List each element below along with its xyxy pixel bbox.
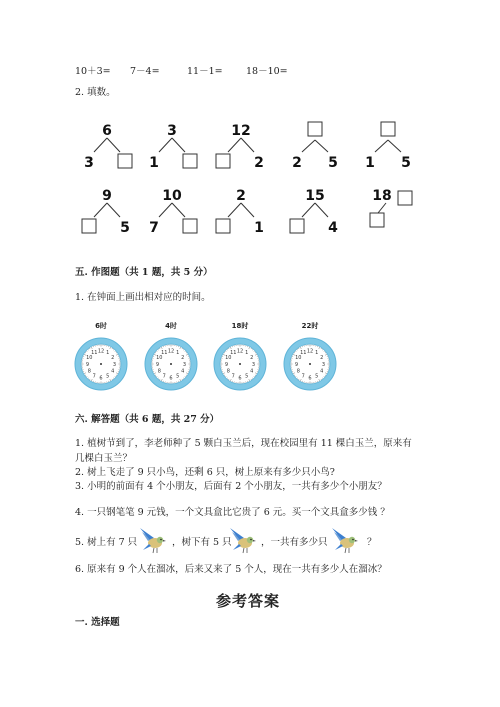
clock-number: 8 [87, 368, 91, 375]
answer-box[interactable] [183, 154, 197, 168]
clock-label: 4时 [165, 322, 177, 330]
clock-number: 9 [85, 361, 90, 368]
equation-4: 18－10= [246, 66, 288, 77]
clock-number: 12 [306, 348, 314, 355]
clock-number: 8 [157, 368, 161, 375]
clock-number: 5 [245, 373, 249, 380]
answer-box[interactable] [290, 219, 304, 233]
number-tree [82, 188, 130, 236]
clock-number: 1 [315, 350, 319, 357]
clock-number: 6 [308, 375, 312, 382]
clock-number: 7 [162, 373, 166, 380]
tree-right-number: 4 [328, 220, 338, 236]
answer-box[interactable] [216, 219, 230, 233]
clock-number: 3 [321, 361, 326, 368]
tree-right-number: 5 [328, 155, 338, 171]
tree-left-number: 7 [149, 220, 159, 236]
tree-left-number: 1 [365, 155, 375, 171]
clock-number: 5 [315, 373, 319, 380]
clock-number: 2 [111, 355, 115, 362]
clock-number: 5 [106, 373, 110, 380]
question6-5-part1: 5. 树上有 7 只 [75, 537, 138, 548]
clock-number: 9 [155, 361, 160, 368]
clock-number: 6 [238, 375, 242, 382]
clock-number: 3 [112, 361, 117, 368]
number-tree [290, 188, 338, 236]
tree-top-number: 12 [231, 123, 251, 139]
tree-right-number: 2 [254, 155, 264, 171]
tree-top-number: 6 [102, 123, 112, 139]
clock-number: 4 [181, 368, 185, 375]
tree-top-number: 9 [102, 188, 112, 204]
clock-label: 22时 [301, 322, 319, 330]
tree-right-number: 5 [401, 155, 411, 171]
number-tree [84, 123, 132, 171]
tree-top-number: 2 [236, 188, 246, 204]
clock-number: 11 [300, 350, 307, 357]
clock-number: 1 [176, 350, 180, 357]
tree-left-number: 2 [292, 155, 302, 171]
tree-right-number: 1 [254, 220, 264, 236]
bird-icon [228, 526, 260, 556]
clock-number: 8 [296, 368, 300, 375]
tree-left-number: 3 [84, 155, 94, 171]
equation-2: 7－4= [130, 66, 160, 77]
tree-left-number: 1 [149, 155, 159, 171]
answer-box[interactable] [183, 219, 197, 233]
clock-number: 7 [92, 373, 96, 380]
number-trees [0, 120, 500, 245]
clock-number: 11 [91, 350, 98, 357]
tree-top-number: 3 [167, 123, 177, 139]
clock-number: 7 [231, 373, 235, 380]
question6-5-part4: ？ [367, 537, 377, 548]
clock-number: 4 [250, 368, 254, 375]
tree-top-number: 15 [305, 188, 325, 204]
clock-label: 18时 [231, 322, 249, 330]
answer-box[interactable] [381, 122, 395, 136]
clock-number: 4 [111, 368, 115, 375]
clock-number: 2 [250, 355, 254, 362]
section5-title: 五. 作图题（共 1 题，共 5 分） [75, 267, 213, 278]
answer-box[interactable] [216, 154, 230, 168]
number-tree [365, 122, 411, 171]
answer-section1: 一. 选择题 [75, 617, 120, 628]
question6-2: 2. 树上飞走了 9 只小鸟，还剩 6 只，树上原来有多少只小鸟? [75, 467, 335, 478]
equation-3: 11－1= [187, 66, 223, 77]
clock-row [0, 318, 500, 398]
clock-face[interactable] [214, 321, 266, 390]
equation-1: 10＋3= [75, 66, 111, 77]
answer-box[interactable] [370, 213, 384, 227]
question6-5-part3: ，一共有多少只 [261, 537, 328, 548]
clock-number: 2 [181, 355, 185, 362]
clock-number: 7 [301, 373, 305, 380]
clock-face[interactable] [145, 321, 197, 390]
clock-number: 11 [230, 350, 237, 357]
clock-label: 6时 [95, 322, 107, 330]
answer-box[interactable] [398, 191, 412, 205]
question6-1-line2: 几棵白玉兰？ [75, 453, 133, 464]
question-fill-numbers: 2. 填数。 [75, 87, 116, 98]
question6-3: 3. 小明的前面有 4 个小朋友，后面有 2 个小朋友，一共有多少个小朋友？ [75, 481, 387, 492]
clock-number: 9 [294, 361, 299, 368]
answer-box[interactable] [118, 154, 132, 168]
question6-4: 4. 一只钢笔笔 9 元钱，一个文具盒比它贵了 6 元。买一个文具盒多少钱 ？ [75, 507, 390, 518]
number-tree [149, 123, 197, 171]
clock-number: 1 [245, 350, 249, 357]
clock-number: 5 [176, 373, 180, 380]
clock-number: 10 [225, 355, 232, 362]
clock-number: 4 [320, 368, 324, 375]
clock-number: 12 [97, 348, 105, 355]
clock-face[interactable] [284, 321, 336, 390]
number-tree [216, 188, 264, 236]
clock-number: 1 [106, 350, 110, 357]
clock-number: 3 [182, 361, 187, 368]
tree-top-number: 18 [372, 188, 392, 204]
answer-box[interactable] [308, 122, 322, 136]
clock-number: 10 [86, 355, 93, 362]
number-tree [370, 188, 412, 227]
tree-right-number: 5 [120, 220, 130, 236]
clock-number: 6 [169, 375, 173, 382]
clock-number: 2 [320, 355, 324, 362]
clock-number: 10 [295, 355, 302, 362]
clock-number: 9 [224, 361, 229, 368]
number-tree [216, 123, 264, 171]
answer-title: 参考答案 [216, 592, 281, 610]
bird-icon [330, 526, 362, 556]
clock-number: 10 [156, 355, 163, 362]
bird-icon [138, 526, 170, 556]
question6-1-line1: 1. 植树节到了，李老师种了 5 颗白玉兰后，现在校园里有 11 棵白玉兰，原来有 [75, 438, 412, 449]
clock-face[interactable] [75, 321, 127, 390]
number-tree [292, 122, 338, 171]
question6-5-part2: ，树下有 5 只 [172, 537, 232, 548]
answer-box[interactable] [82, 219, 96, 233]
number-tree [149, 188, 197, 236]
clock-number: 12 [236, 348, 244, 355]
clock-number: 8 [226, 368, 230, 375]
clock-number: 12 [167, 348, 175, 355]
section6-title: 六. 解答题（共 6 题，共 27 分） [75, 414, 220, 425]
section5-question1: 1. 在钟面上画出相对应的时间。 [75, 292, 211, 303]
clock-number: 3 [251, 361, 256, 368]
clock-number: 6 [99, 375, 103, 382]
clock-number: 11 [161, 350, 168, 357]
tree-top-number: 10 [162, 188, 182, 204]
question6-6: 6. 原来有 9 个人在溜冰，后来又来了 5 个人，现在一共有多少人在溜冰？ [75, 564, 387, 575]
